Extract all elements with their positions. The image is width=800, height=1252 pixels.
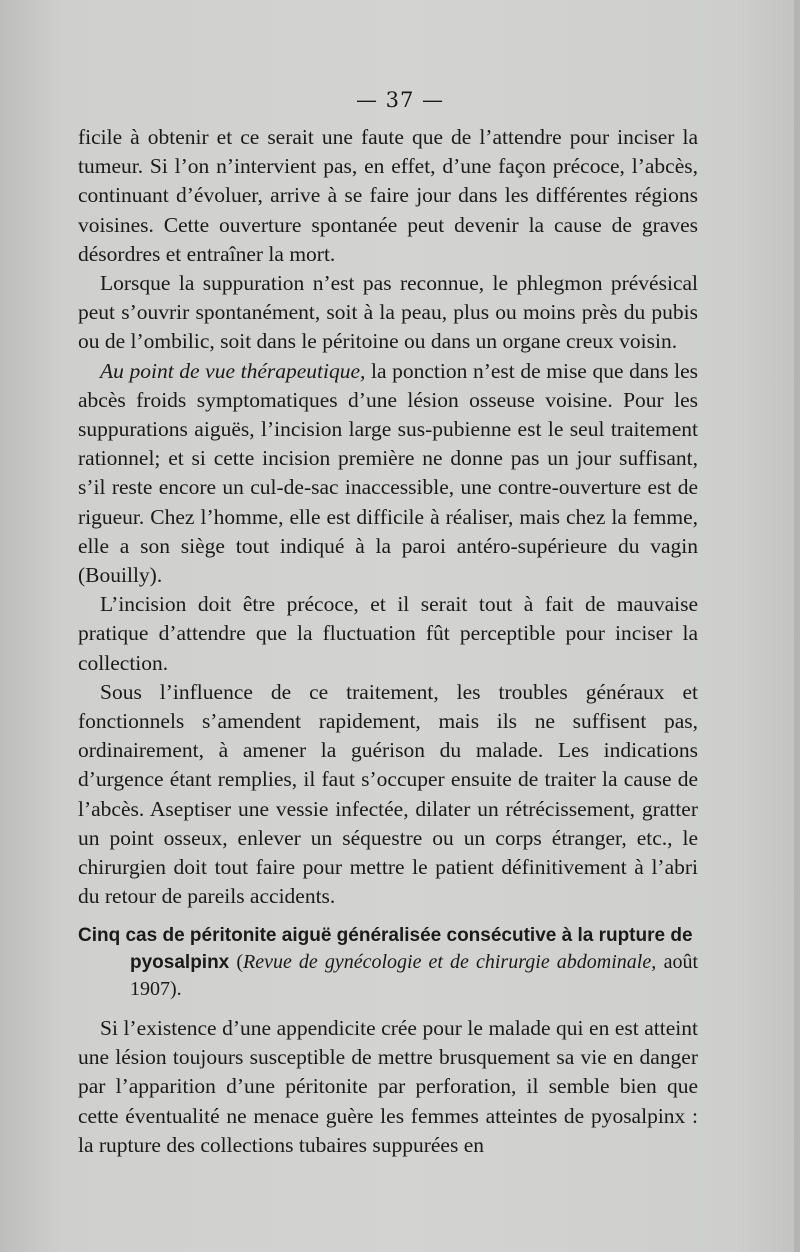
paragraph: Sous l’influence de ce traitement, les troubles généraux et fonctionnels s’amendent rapidement, mais ils ne suffisent pas, ordinairement, à amener la guérison du malade. Les indications d’urgence étant remplies, il faut s’occuper ensuite de traiter la cause de l’abcès. Aseptiser une vessie infectée, dilater un rétrécissement, gratter un point osseux, enlever un séquestre ou un corps étranger, etc., le chirurgien doit tout faire pour mettre le patient définitivement à l’abri du retour de pareils accidents. bbox=[78, 679, 698, 909]
heading-journal: Revue de gynécologie et de chirurgie abdominale, bbox=[242, 951, 657, 973]
heading-date: août 1907). bbox=[130, 951, 698, 1000]
paragraph: L’incision doit être précoce, et il serait tout à fait de mauvaise pratique d’attendre que la fluctuation fût perceptible pour inciser la collection. bbox=[78, 592, 698, 675]
heading-continuation bbox=[78, 949, 698, 1003]
paragraph: Lorsque la suppuration n’est pas reconnue, le phlegmon prévésical peut s’ouvrir spontanément, soit à la peau, plus ou moins près du pubis ou de l’ombilic, soit dans le péritoine ou dans un organe creux voisin. bbox=[78, 271, 698, 354]
paragraph bbox=[78, 357, 698, 591]
body-text-top bbox=[78, 123, 698, 911]
heading-title-line2: pyosalpinx bbox=[130, 952, 230, 973]
heading-title-line1: Cinq cas de péritonite aiguë généralisée consécutive à la rupture de bbox=[78, 925, 693, 946]
article-heading bbox=[78, 922, 698, 1003]
paragraph: ficile à obtenir et ce serait une faute que de l’attendre pour inciser la tumeur. Si l’on n’intervient pas, en effet, d’une façon précoce, l’abcès, continuant d’évoluer, arrive à se faire jour dans les différentes régions voisines. Cette ouverture spontanée peut devenir la cause de graves désordres et entraîner la mort. bbox=[78, 125, 698, 266]
heading-open-paren: ( bbox=[229, 951, 243, 973]
paragraph-italic-lead: Au point de vue thérapeutique, bbox=[100, 358, 366, 383]
paragraph-text: la ponction n’est de mise que dans les abcès froids symptomatiques d’une lésion osseuse voisine. Pour les suppurations aiguës, l’incision large sus-pubienne est le seul traitement rationnel; et si cette incision première ne donne pas un jour suffisant, s’il reste encore un cul-de-sac inaccessible, une contre-ouverture est de rigueur. Chez l’homme, elle est difficile à réaliser, mais chez la femme, elle a son siège tout indiqué à la paroi antéro-supérieure du vagin (Bouilly). bbox=[78, 358, 698, 588]
page-number: — 37 — bbox=[355, 88, 445, 112]
paragraph: Si l’existence d’une appendicite crée pour le malade qui en est atteint une lésion toujours susceptible de mettre brusquement sa vie en danger par l’apparition d’une péritonite par perforation, il semble bien que cette éventualité ne menace guère les femmes atteintes de pyosalpinx : la rupture des collections tubaires suppurées en bbox=[78, 1016, 698, 1157]
body-text-bottom bbox=[78, 1014, 698, 1160]
page-spine-shadow bbox=[794, 0, 800, 1252]
